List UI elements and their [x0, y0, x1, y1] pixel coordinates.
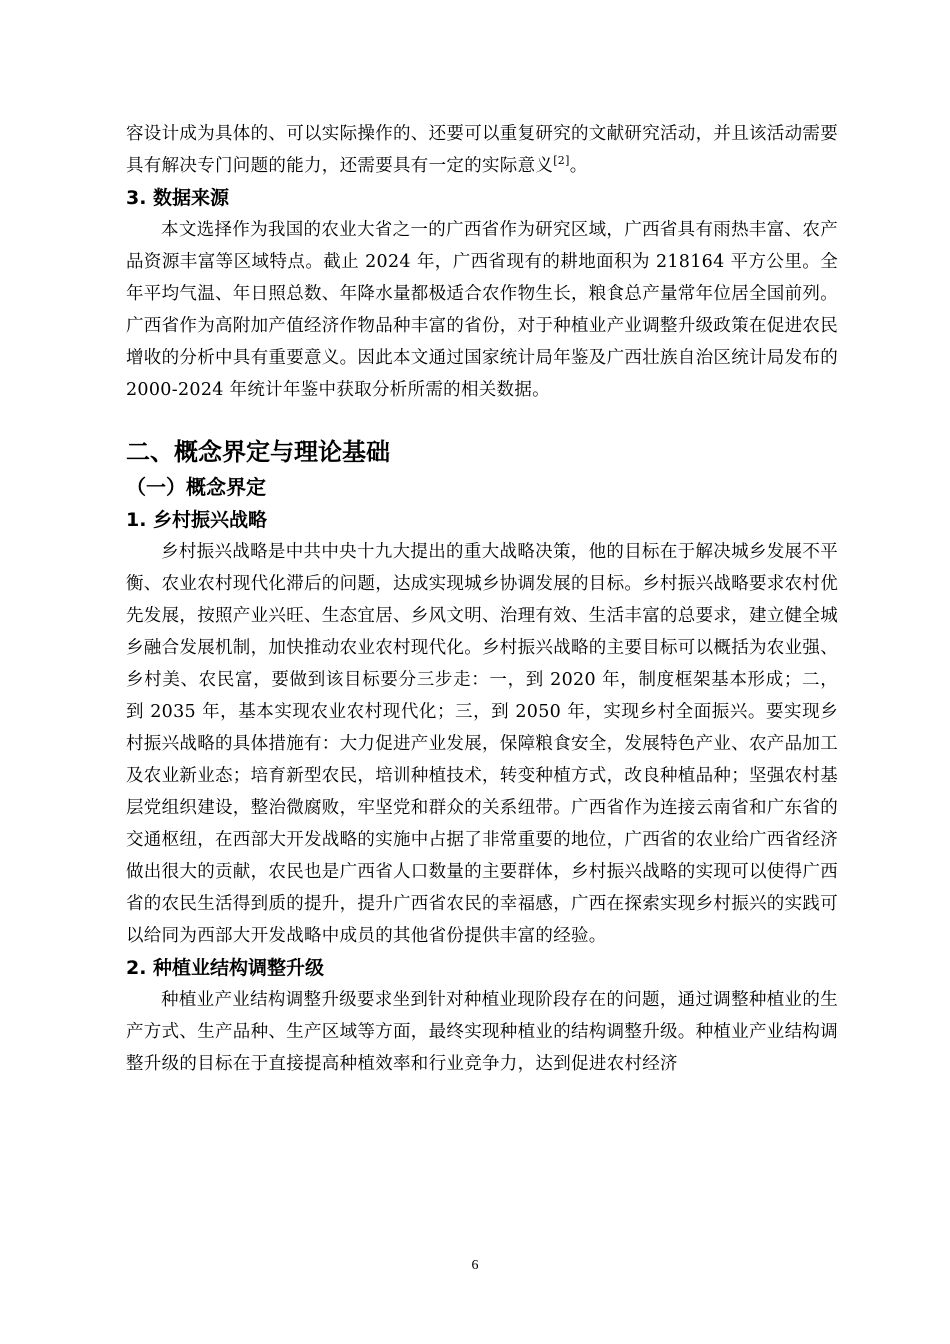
heading-planting-structure: 2. 种植业结构调整升级	[126, 957, 325, 979]
document-page	[126, 118, 838, 1080]
heading-chapter-2: 二、概念界定与理论基础	[126, 438, 390, 466]
heading-data-source: 3. 数据来源	[126, 187, 230, 209]
paragraph-intro-end: 。	[569, 156, 588, 176]
paragraph-data-source: 本文选择作为我国的农业大省之一的广西省作为研究区域，广西省具有雨热丰富、农产品资源丰富等区域特点。截止 2024 年，广西省现有的耕地面积为 218164 平方公里。全年平均气温、年日照总数、年降水量都极适合农作物生长，粮食总产量常年位居全国前列。广西省作为高附加产值经济作物品种丰富的省份，对于种植业产业调整升级政策在促进农民增收的分析中具有重要意义。因此本文通过国家统计局年鉴及广西壮族自治区统计局发布的 2000-2024 年统计年鉴中获取分析所需的相关数据。	[126, 220, 838, 400]
section-spacer	[126, 406, 838, 434]
paragraph-intro-text: 容设计成为具体的、可以实际操作的、还要可以重复研究的文献研究活动，并且该活动需要具有解决专门问题的能力，还需要具有一定的实际意义	[126, 124, 838, 176]
page-number: 6	[471, 1258, 479, 1273]
heading-concepts: （一）概念界定	[126, 475, 266, 499]
heading-rural-revitalization: 1. 乡村振兴战略	[126, 509, 268, 531]
citation-ref[interactable]: [2]	[553, 154, 570, 168]
paragraph-intro-continuation	[126, 118, 838, 182]
paragraph-planting-structure: 种植业产业结构调整升级要求坐到针对种植业现阶段存在的问题，通过调整种植业的生产方式、生产品种、生产区域等方面，最终实现种植业的结构调整升级。种植业产业结构调整升级的目标在于直接提高种植效率和行业竞争力，达到促进农村经济	[126, 990, 838, 1074]
paragraph-rural-revitalization: 乡村振兴战略是中共中央十九大提出的重大战略决策，他的目标在于解决城乡发展不平衡、农业农村现代化滞后的问题，达成实现城乡协调发展的目标。乡村振兴战略要求农村优先发展，按照产业兴旺、生态宜居、乡风文明、治理有效、生活丰富的总要求，建立健全城乡融合发展机制，加快推动农业农村现代化。乡村振兴战略的主要目标可以概括为农业强、乡村美、农民富，要做到该目标要分三步走：一，到 2020 年，制度框架基本形成；二，到 2035 年，基本实现农业农村现代化；三，到 2050 年，实现乡村全面振兴。要实现乡村振兴战略的具体措施有：大力促进产业发展，保障粮食安全，发展特色产业、农产品加工及农业新业态；培育新型农民，培训种植技术，转变种植方式，改良种植品种；坚强农村基层党组织建设，整治微腐败，牢坚党和群众的关系纽带。广西省作为连接云南省和广东省的交通枢纽，在西部大开发战略的实施中占据了非常重要的地位，广西省的农业给广西省经济做出很大的贡献，农民也是广西省人口数量的主要群体，乡村振兴战略的实现可以使得广西省的农民生活得到质的提升，提升广西省农民的幸福感，广西在探索实现乡村振兴的实践可以给同为西部大开发战略中成员的其他省份提供丰富的经验。	[126, 542, 838, 946]
